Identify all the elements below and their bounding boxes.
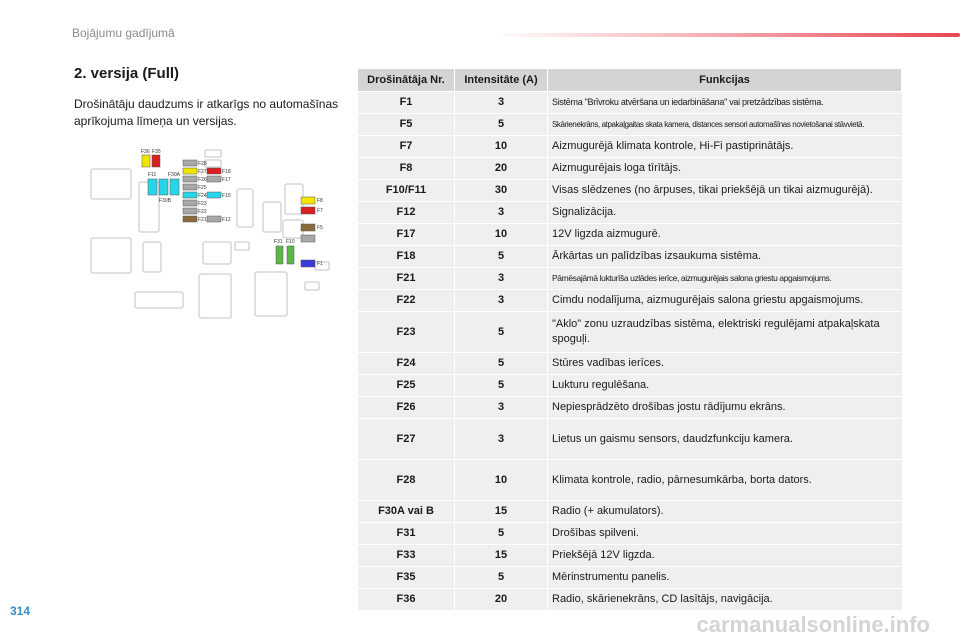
fuse-nr: F23 bbox=[358, 312, 455, 353]
header-intensity: Intensitāte (A) bbox=[455, 69, 548, 92]
fuse-amp: 10 bbox=[455, 224, 548, 246]
table-row bbox=[358, 312, 902, 353]
fuse-function: Sistēma "Brīvroku atvēršana un iedarbināšana" vai pretzādzības sistēma. bbox=[548, 92, 902, 114]
fuse-nr: F5 bbox=[358, 114, 455, 136]
intro-text: Drošinātāju daudzums ir atkarīgs no automašīnas aprīkojuma līmeņa un versijas. bbox=[74, 97, 339, 128]
diagram-label: F18 bbox=[222, 169, 231, 175]
fuse-nr: F8 bbox=[358, 158, 455, 180]
fuse-function: Skārienekrāns, atpakaļgaitas skata kamera, distances sensori automašīnas novietošanai stāvvietā. bbox=[548, 114, 902, 136]
fuse-amp: 3 bbox=[455, 419, 548, 460]
fuse-box-diagram bbox=[75, 142, 335, 324]
fuse-function: Aizmugurējais loga tīrītājs. bbox=[548, 158, 902, 180]
diagram-label: F28 bbox=[198, 161, 207, 167]
table-row bbox=[358, 268, 902, 290]
fuse-function: "Aklo" zonu uzraudzības sistēma, elektriski regulējami atpakaļskata spoguļi. bbox=[548, 312, 902, 353]
fuse-table bbox=[357, 68, 902, 611]
header-functions: Funkcijas bbox=[548, 69, 902, 92]
table-row bbox=[358, 397, 902, 419]
watermark: carmanualsonline.info bbox=[696, 612, 930, 637]
fuse-function: Stūres vadības ierīces. bbox=[548, 353, 902, 375]
fuse-nr: F7 bbox=[358, 136, 455, 158]
fuse-nr: F18 bbox=[358, 246, 455, 268]
fuse-nr: F24 bbox=[358, 353, 455, 375]
fuse-function: Aizmugurējā klimata kontrole, Hi-Fi pastiprinātājs. bbox=[548, 136, 902, 158]
fuse-function: Cimdu nodalījuma, aizmugurējais salona griestu apgaismojums. bbox=[548, 290, 902, 312]
page-number: 314 bbox=[10, 604, 31, 618]
fuse-function: Lukturu regulēšana. bbox=[548, 375, 902, 397]
diagram-label: F35 bbox=[152, 149, 161, 155]
table-row bbox=[358, 92, 902, 114]
fuse-nr: F28 bbox=[358, 460, 455, 501]
fuse-nr: F21 bbox=[358, 268, 455, 290]
fuse-amp: 20 bbox=[455, 158, 548, 180]
fuse-function: 12V ligzda aizmugurē. bbox=[548, 224, 902, 246]
fuse-amp: 5 bbox=[455, 312, 548, 353]
diagram-label: F23 bbox=[198, 201, 207, 207]
fuse-function: Mērinstrumentu panelis. bbox=[548, 567, 902, 589]
table-header-row bbox=[358, 69, 902, 92]
fuse-amp: 30 bbox=[455, 180, 548, 202]
table-row bbox=[358, 523, 902, 545]
fuse-amp: 3 bbox=[455, 202, 548, 224]
table-row bbox=[358, 158, 902, 180]
fuse-nr: F1 bbox=[358, 92, 455, 114]
fuse-nr: F31 bbox=[358, 523, 455, 545]
fuse-function: Signalizācija. bbox=[548, 202, 902, 224]
fuse-nr: F27 bbox=[358, 419, 455, 460]
table-row bbox=[358, 419, 902, 460]
fuse-nr: F10/F11 bbox=[358, 180, 455, 202]
fuse-function: Drošības spilveni. bbox=[548, 523, 902, 545]
diagram-label: F24 bbox=[198, 193, 207, 199]
fuse-amp: 15 bbox=[455, 501, 548, 523]
diagram-label: F27 bbox=[198, 169, 207, 175]
diagram-label: F31 bbox=[274, 239, 283, 245]
diagram-label: F8 bbox=[317, 198, 323, 204]
diagram-label: F25 bbox=[198, 185, 207, 191]
fuse-amp: 5 bbox=[455, 375, 548, 397]
diagram-label: F22 bbox=[198, 209, 207, 215]
diagram-label: F30B bbox=[159, 198, 171, 204]
diagram-label: F11 bbox=[148, 172, 157, 178]
fuse-amp: 3 bbox=[455, 268, 548, 290]
diagram-label: F15 bbox=[222, 193, 231, 199]
fuse-amp: 3 bbox=[455, 397, 548, 419]
fuse-function: Priekšējā 12V ligzda. bbox=[548, 545, 902, 567]
fuse-amp: 5 bbox=[455, 246, 548, 268]
fuse-function: Ārkārtas un palīdzības izsaukuma sistēma. bbox=[548, 246, 902, 268]
diagram-label: F7 bbox=[317, 208, 323, 214]
fuse-amp: 15 bbox=[455, 545, 548, 567]
table-row bbox=[358, 567, 902, 589]
table-row bbox=[358, 589, 902, 611]
fuse-function: Pārnēsajāmā lukturīša uzlādes ierīce, aizmugurējais salona griestu apgaismojums. bbox=[548, 268, 902, 290]
table-row bbox=[358, 136, 902, 158]
fuse-nr: F22 bbox=[358, 290, 455, 312]
fuse-nr: F36 bbox=[358, 589, 455, 611]
diagram-label: F5 bbox=[317, 225, 323, 231]
table-row bbox=[358, 501, 902, 523]
header-accent-bar bbox=[490, 33, 960, 37]
header-fuse-nr: Drošinātāja Nr. bbox=[358, 69, 455, 92]
fuse-nr: F17 bbox=[358, 224, 455, 246]
fuse-amp: 20 bbox=[455, 589, 548, 611]
diagram-label: F30A bbox=[168, 172, 180, 178]
diagram-label: F26 bbox=[198, 177, 207, 183]
diagram-label: F10 bbox=[286, 239, 295, 245]
table-row bbox=[358, 180, 902, 202]
table-row bbox=[358, 114, 902, 136]
section-title: 2. versija (Full) bbox=[74, 65, 180, 82]
diagram-label: F36 bbox=[141, 149, 150, 155]
table-row bbox=[358, 375, 902, 397]
fuse-function: Klimata kontrole, radio, pārnesumkārba, borta dators. bbox=[548, 460, 902, 501]
fuse-nr: F35 bbox=[358, 567, 455, 589]
fuse-amp: 5 bbox=[455, 567, 548, 589]
table-row bbox=[358, 353, 902, 375]
fuse-function: Radio, skārienekrāns, CD lasītājs, navigācija. bbox=[548, 589, 902, 611]
fuse-function: Radio (+ akumulators). bbox=[548, 501, 902, 523]
table-row bbox=[358, 545, 902, 567]
table-row bbox=[358, 246, 902, 268]
fuse-nr: F25 bbox=[358, 375, 455, 397]
table-row bbox=[358, 290, 902, 312]
header-title: Bojājumu gadījumā bbox=[72, 26, 175, 40]
fuse-amp: 3 bbox=[455, 92, 548, 114]
table-row bbox=[358, 460, 902, 501]
fuse-amp: 5 bbox=[455, 353, 548, 375]
table-row bbox=[358, 224, 902, 246]
table-row bbox=[358, 202, 902, 224]
fuse-function: Visas slēdzenes (no ārpuses, tikai priekšējā un tikai aizmugurējā). bbox=[548, 180, 902, 202]
fuse-function: Nepiesprādzēto drošības jostu rādījumu ekrāns. bbox=[548, 397, 902, 419]
diagram-label: F21 bbox=[198, 217, 207, 223]
fuse-amp: 10 bbox=[455, 136, 548, 158]
fuse-amp: 10 bbox=[455, 460, 548, 501]
fuse-amp: 3 bbox=[455, 290, 548, 312]
diagram-label: F12 bbox=[222, 217, 231, 223]
fuse-nr: F12 bbox=[358, 202, 455, 224]
fuse-nr: F30A vai B bbox=[358, 501, 455, 523]
fuse-function: Lietus un gaismu sensors, daudzfunkciju kamera. bbox=[548, 419, 902, 460]
diagram-label: F1 bbox=[317, 261, 323, 267]
fuse-amp: 5 bbox=[455, 523, 548, 545]
fuse-nr: F26 bbox=[358, 397, 455, 419]
fuse-nr: F33 bbox=[358, 545, 455, 567]
fuse-amp: 5 bbox=[455, 114, 548, 136]
diagram-label: F17 bbox=[222, 177, 231, 183]
